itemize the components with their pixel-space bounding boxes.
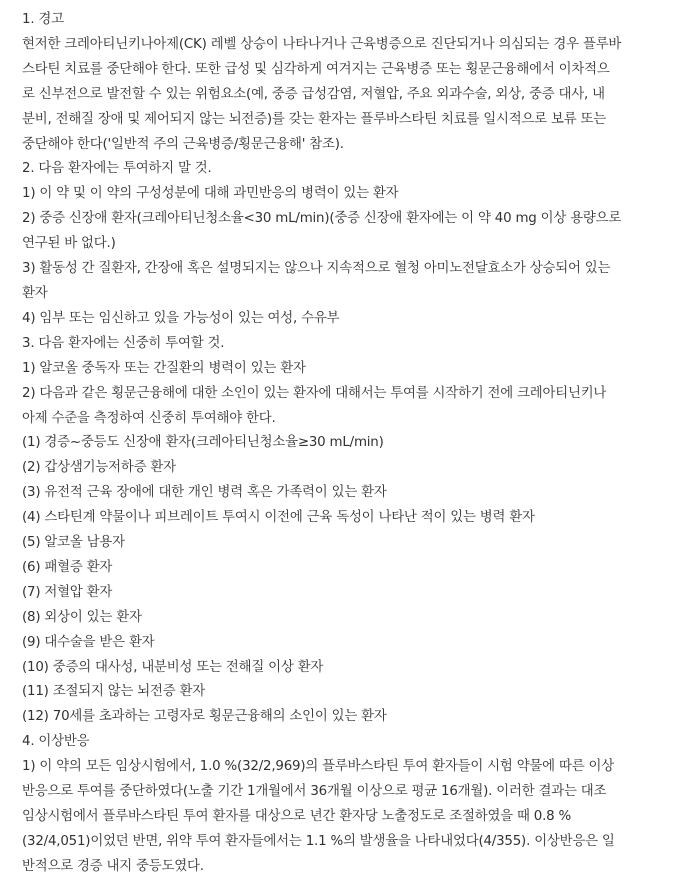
paragraph-line: 분비, 전해질 장애 및 제어되지 않는 뇌전증)를 갖는 환자는 플루바스타틴 치료를 일시적으로 보류 또는 — [22, 111, 606, 127]
list-item: 3) 활동성 간 질환자, 간장애 혹은 설명되지는 않으나 지속적으로 혈청 아미노전달효소가 상승되어 있는 — [22, 261, 611, 277]
list-item: 2) 다음과 같은 횡문근융해에 대한 소인이 있는 환자에 대해서는 투여를 시작하기 전에 크레아티닌키나 — [22, 385, 607, 401]
paragraph-line: 중단해야 한다('일반적 주의 근육병증/횡문근융해' 참조). — [22, 136, 344, 152]
paragraph-line: 현저한 크레아티닌키나아제(CK) 레벨 상승이 나타나거나 근육병증으로 진단되거나 의심되는 경우 플루바 — [22, 36, 622, 52]
sub-list-item: (5) 알코올 남용자 — [22, 535, 125, 551]
section-heading-adverse-reactions: 4. 이상반응 — [22, 734, 90, 750]
paragraph-line: 반적으로 경증 내지 중등도였다. — [22, 858, 204, 874]
section-heading-contraindications: 2. 다음 환자에는 투여하지 말 것. — [22, 161, 212, 177]
sub-list-item: (1) 경증~중등도 신장애 환자(크레아티닌청소율≥30 mL/min) — [22, 435, 384, 451]
sub-list-item: (3) 유전적 근육 장애에 대한 개인 병력 혹은 가족력이 있는 환자 — [22, 485, 387, 501]
list-item-continuation: 환자 — [22, 285, 48, 301]
sub-list-item: (10) 중증의 대사성, 내분비성 또는 전해질 이상 환자 — [22, 659, 324, 675]
paragraph-line: 임상시험에서 플루바스타틴 투여 환자를 대상으로 년간 환자당 노출정도로 조절하였을 때 0.8 % — [22, 809, 572, 824]
paragraph-line: 1) 이 약의 모든 임상시험에서, 1.0 %(32/2,969)의 플루바스타틴 투여 환자들이 시험 약물에 따른 이상 — [22, 759, 614, 775]
paragraph-line: 로 신부전으로 발전할 수 있는 위험요소(예, 중증 급성감염, 저혈압, 주요 외과수술, 외상, 중증 대사, 내 — [22, 86, 605, 102]
list-item: 4) 임부 또는 임신하고 있을 가능성이 있는 여성, 수유부 — [22, 310, 340, 326]
sub-list-item: (7) 저혈압 환자 — [22, 584, 113, 600]
list-item: 1) 이 약 및 이 약의 구성성분에 대해 과민반응의 병력이 있는 환자 — [22, 186, 399, 202]
sub-list-item: (2) 갑상샘기능저하증 환자 — [22, 460, 176, 476]
sub-list-item: (6) 패혈증 환자 — [22, 559, 113, 575]
paragraph-line: (32/4,051)이었던 반면, 위약 투여 환자들에서는 1.1 %의 발생율을 나타내었다(4/355). 이상반응은 일 — [22, 833, 615, 849]
list-item: 1) 알코올 중독자 또는 간질환의 병력이 있는 환자 — [22, 360, 306, 376]
paragraph-line: 스타틴 치료를 중단해야 한다. 또한 급성 및 심각하게 여겨지는 근육병증 또는 횡문근융해에서 이차적으 — [22, 61, 610, 77]
sub-list-item: (9) 대수술을 받은 환자 — [22, 634, 155, 650]
list-item: 2) 중증 신장애 환자(크레아티닌청소율<30 mL/min)(중증 신장애 환자에는 이 약 40 mg 이상 용량으로 — [22, 211, 622, 227]
section-heading-warning: 1. 경고 — [22, 12, 64, 27]
sub-list-item: (4) 스타틴계 약물이나 피브레이트 투여시 이전에 근육 독성이 나타난 적이 있는 병력 환자 — [22, 510, 535, 526]
sub-list-item: (8) 외상이 있는 환자 — [22, 609, 142, 625]
sub-list-item: (11) 조절되지 않는 뇌전증 환자 — [22, 684, 206, 700]
list-item-continuation: 연구된 바 없다.) — [22, 236, 116, 252]
list-item-continuation: 아제 수준을 측정하여 신중히 투여해야 한다. — [22, 410, 276, 426]
section-heading-precautions: 3. 다음 환자에는 신중히 투여할 것. — [22, 335, 225, 351]
paragraph-line: 반응으로 투여를 중단하였다(노출 기간 1개월에서 36개월 이상으로 평균 16개월). 이러한 결과는 대조 — [22, 784, 607, 800]
sub-list-item: (12) 70세를 초과하는 고령자로 횡문근융해의 소인이 있는 환자 — [22, 709, 387, 725]
